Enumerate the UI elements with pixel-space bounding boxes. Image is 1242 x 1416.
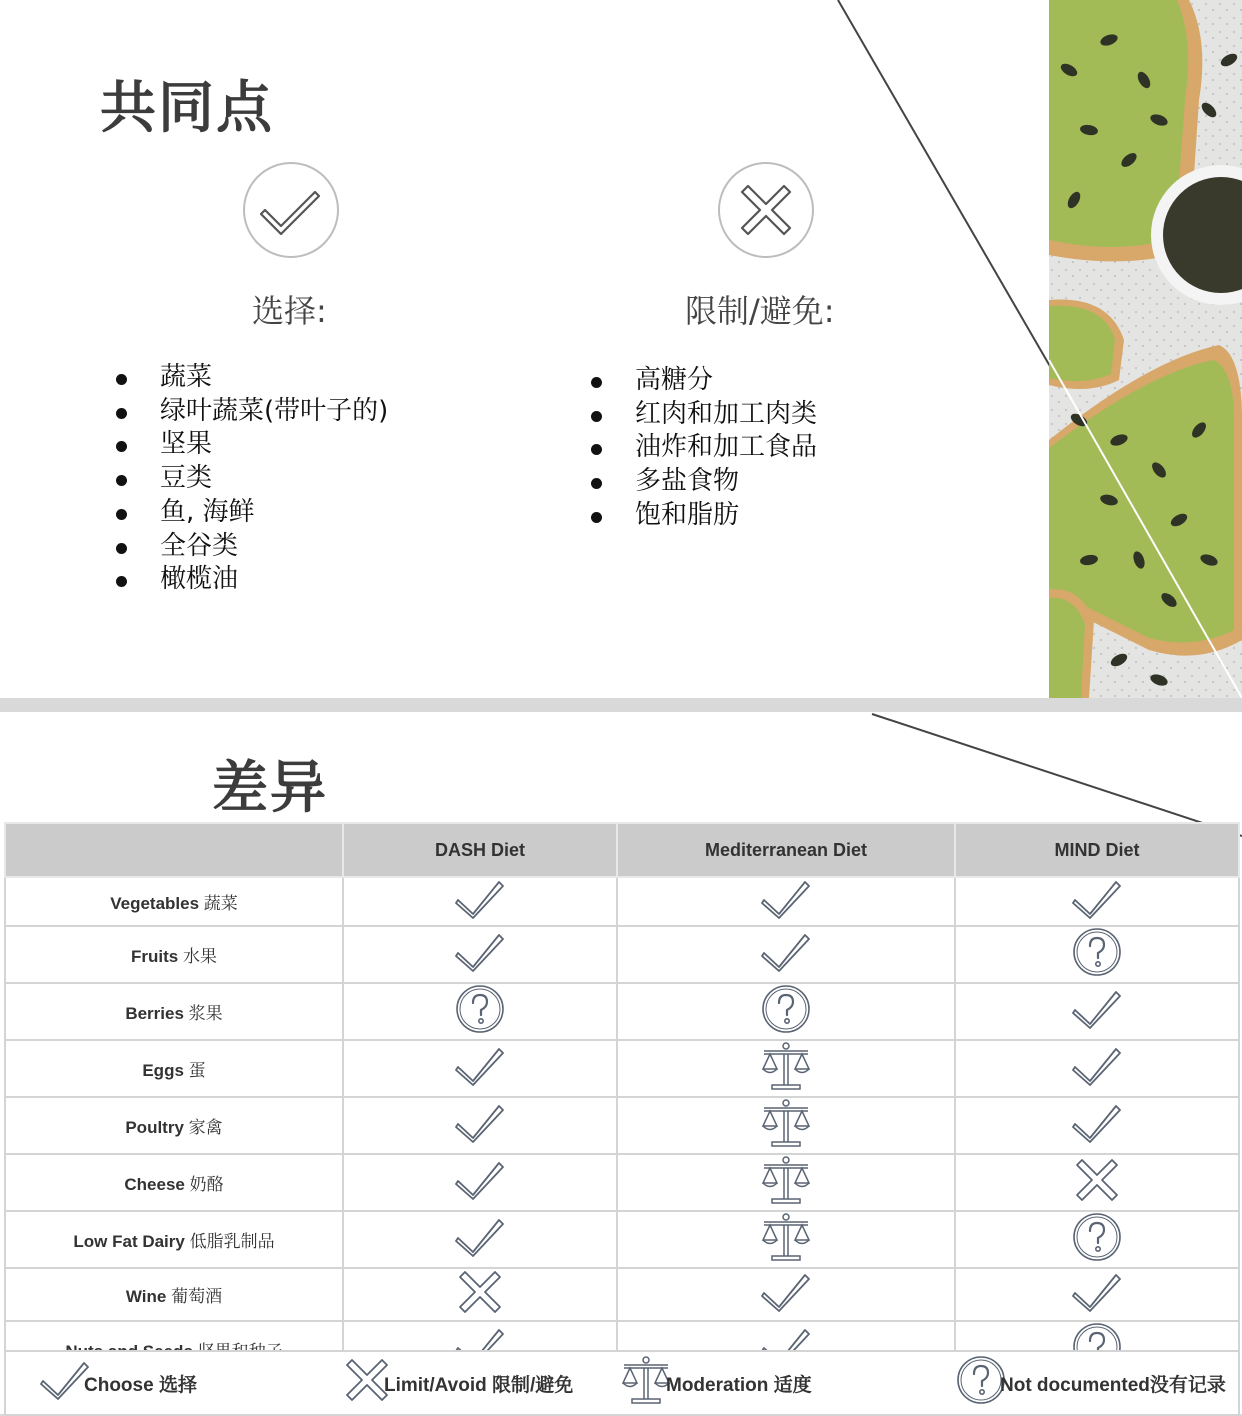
row-label-en: Fruits — [131, 947, 179, 966]
row-label-en: Poultry — [125, 1118, 184, 1137]
table-cell — [617, 877, 955, 926]
x-icon — [1074, 1157, 1120, 1203]
row-label-en: Low Fat Dairy — [73, 1232, 185, 1251]
table-cell — [955, 1211, 1239, 1268]
row-label — [5, 1154, 343, 1211]
table-cell — [343, 1040, 617, 1097]
table-cell — [955, 1097, 1239, 1154]
check-icon — [455, 1159, 505, 1201]
balance-scale-icon — [760, 1041, 812, 1091]
table-row — [5, 1097, 1239, 1154]
common-slide — [0, 0, 1242, 698]
list-item: 绿叶蔬菜(带叶子的) — [112, 395, 388, 429]
balance-scale-icon — [760, 1098, 812, 1148]
table-cell — [343, 983, 617, 1040]
check-icon — [1072, 1271, 1122, 1313]
legend-not-documented — [956, 1352, 1226, 1414]
legend-label: Not documented没有记录 — [1000, 1374, 1226, 1396]
x-icon — [718, 162, 814, 258]
table-cell — [343, 926, 617, 983]
question-icon — [761, 984, 811, 1034]
list-item: 多盐食物 — [587, 465, 817, 499]
limit-list — [587, 364, 817, 533]
table-header-row — [5, 823, 1239, 877]
table-cell — [955, 926, 1239, 983]
table-cell — [955, 877, 1239, 926]
legend — [4, 1350, 1240, 1416]
legend-label: Limit/Avoid 限制/避免 — [384, 1374, 574, 1396]
row-label-zh: 水果 — [182, 947, 217, 966]
table-cell — [343, 1211, 617, 1268]
table-row — [5, 1211, 1239, 1268]
table-cell — [955, 1154, 1239, 1211]
table-cell — [343, 877, 617, 926]
row-label — [5, 877, 343, 926]
table-row — [5, 877, 1239, 926]
row-label-zh: 葡萄酒 — [171, 1287, 223, 1306]
differences-title: 差异 — [212, 756, 328, 821]
row-label-zh: 低脂乳制品 — [189, 1232, 275, 1251]
check-icon — [243, 162, 339, 258]
legend-label: Moderation 适度 — [666, 1374, 812, 1396]
list-item: 油炸和加工食品 — [587, 431, 817, 465]
check-icon — [761, 878, 811, 920]
column-header: DASH Diet — [343, 823, 617, 877]
row-label-en: Berries — [125, 1004, 184, 1023]
balance-scale-icon — [620, 1355, 672, 1405]
row-label-en: Cheese — [124, 1175, 185, 1194]
question-icon — [455, 984, 505, 1034]
check-icon — [1072, 878, 1122, 920]
balance-scale-icon — [760, 1212, 812, 1262]
table-row — [5, 1268, 1239, 1321]
check-icon — [40, 1359, 90, 1401]
check-icon — [761, 931, 811, 973]
balance-scale-icon — [760, 1155, 812, 1205]
check-icon — [761, 1271, 811, 1313]
column-header: Mediterranean Diet — [617, 823, 955, 877]
row-label — [5, 926, 343, 983]
table-cell — [343, 1097, 617, 1154]
table-cell — [343, 1154, 617, 1211]
page-title: 共同点 — [100, 76, 274, 141]
row-label-en: Eggs — [142, 1061, 184, 1080]
table-row — [5, 926, 1239, 983]
question-icon — [1072, 927, 1122, 977]
x-icon — [457, 1269, 503, 1315]
list-item: 鱼, 海鲜 — [112, 496, 388, 530]
row-label — [5, 1211, 343, 1268]
row-label-zh: 蔬菜 — [203, 894, 238, 913]
table-cell — [955, 1040, 1239, 1097]
list-item: 全谷类 — [112, 530, 388, 564]
row-label — [5, 1097, 343, 1154]
check-icon — [1072, 1102, 1122, 1144]
table-cell — [617, 1154, 955, 1211]
check-icon — [455, 1102, 505, 1144]
list-item: 饱和脂肪 — [587, 499, 817, 533]
table-row — [5, 983, 1239, 1040]
limit-heading: 限制/避免: — [685, 292, 835, 330]
question-icon — [956, 1355, 1006, 1405]
row-label-zh: 家禽 — [188, 1118, 223, 1137]
legend-moderation — [620, 1352, 812, 1414]
legend-limit — [344, 1352, 573, 1414]
check-icon — [455, 878, 505, 920]
row-label-zh: 奶酪 — [189, 1175, 224, 1194]
table-cell — [955, 983, 1239, 1040]
avocado-toast-photo — [1049, 0, 1242, 698]
row-label-zh: 浆果 — [188, 1004, 223, 1023]
list-item: 坚果 — [112, 428, 388, 462]
table-cell — [617, 1097, 955, 1154]
row-label-en: Wine — [125, 1287, 167, 1306]
table-row — [5, 1154, 1239, 1211]
row-label — [5, 1268, 343, 1321]
row-label-zh: 蛋 — [188, 1061, 206, 1080]
list-item: 蔬菜 — [112, 361, 388, 395]
list-item: 豆类 — [112, 462, 388, 496]
check-icon — [1072, 1045, 1122, 1087]
check-icon — [455, 1216, 505, 1258]
legend-label: Choose 选择 — [84, 1374, 197, 1396]
row-label — [5, 1040, 343, 1097]
row-label-en: Vegetables — [110, 894, 200, 913]
check-icon — [1072, 988, 1122, 1030]
table-cell — [617, 1040, 955, 1097]
table-cell — [617, 926, 955, 983]
table-row — [5, 1040, 1239, 1097]
question-icon — [1072, 1212, 1122, 1262]
choose-list — [112, 361, 388, 597]
list-item: 橄榄油 — [112, 563, 388, 597]
differences-table — [4, 822, 1240, 1379]
table-cell — [617, 1268, 955, 1321]
list-item: 高糖分 — [587, 364, 817, 398]
list-item: 红肉和加工肉类 — [587, 398, 817, 432]
table-cell — [617, 983, 955, 1040]
table-cell — [617, 1211, 955, 1268]
row-label — [5, 983, 343, 1040]
legend-choose — [40, 1352, 197, 1414]
choose-heading: 选择: — [252, 292, 327, 330]
column-header: MIND Diet — [955, 823, 1239, 877]
column-header — [5, 823, 343, 877]
check-icon — [455, 1045, 505, 1087]
table-cell — [343, 1268, 617, 1321]
table-cell — [955, 1268, 1239, 1321]
check-icon — [455, 931, 505, 973]
